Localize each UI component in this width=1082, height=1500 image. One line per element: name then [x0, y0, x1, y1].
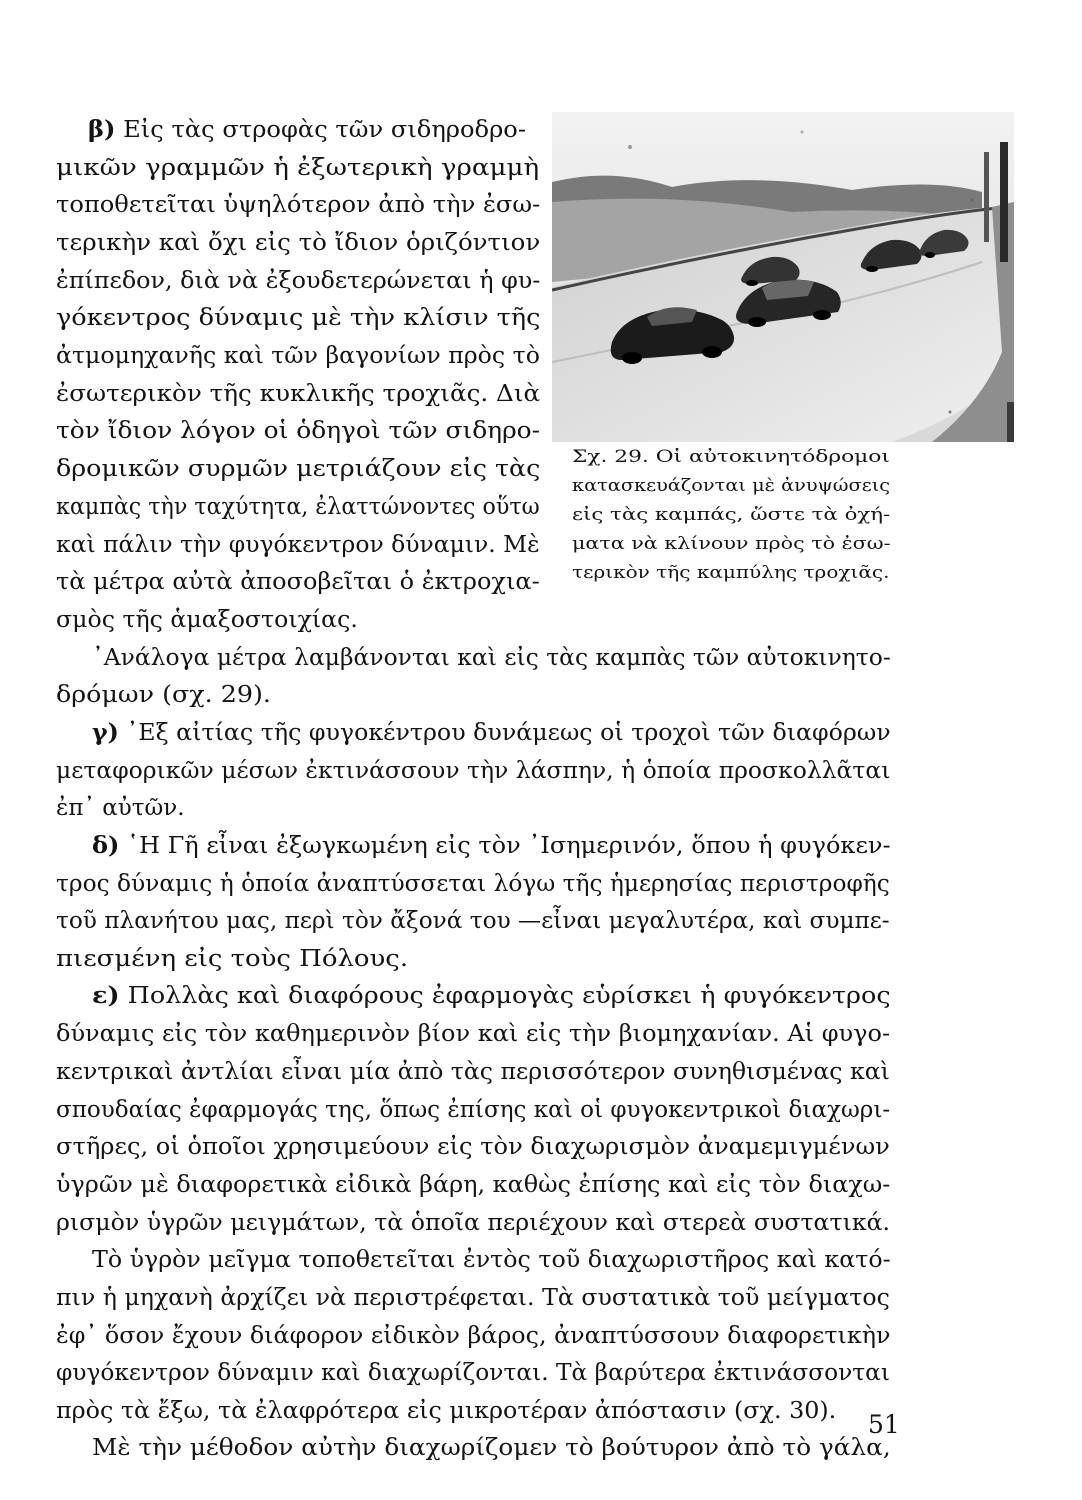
text-line	[56, 529, 540, 561]
line-text: τρος δύναμις ἡ ὁποία ἀναπτύσσεται λόγω τῆς ἡμερησίας περιστροφῆς	[56, 871, 890, 897]
text-line	[56, 679, 271, 711]
item-marker: β)	[88, 116, 116, 143]
text-line	[56, 1169, 890, 1201]
highway-curve-photo	[552, 112, 1014, 442]
line-text: μικῶν γραμμῶν ἡ ἐξωτερικὴ γραμμὴ	[56, 155, 540, 181]
text-line	[56, 415, 540, 447]
line-text: ᾿Εξ αἰτίας τῆς φυγοκέντρου δυνάμεως οἱ τροχοὶ τῶν διαφόρων	[118, 720, 891, 746]
text-line	[56, 302, 540, 334]
line-text: πιεσμένη εἰς τοὺς Πόλους.	[56, 946, 409, 972]
item-marker: δ)	[92, 832, 120, 859]
text-line	[56, 604, 358, 636]
caption-line: ματα νὰ κλίνουν πρὸς τὸ ἐσω-	[572, 534, 891, 554]
line-text: ἀτμομηχανῆς καὶ τῶν βαγονίων πρὸς τὸ	[56, 343, 540, 369]
line-text: γόκεντρος δύναμις μὲ τὴν κλίσιν τῆς	[56, 305, 541, 331]
page-number: 51	[868, 1410, 900, 1439]
line-text: σμὸς τῆς ἁμαξοστοιχίας.	[56, 607, 358, 633]
text-line	[56, 1357, 890, 1389]
line-text: κεντρικαὶ ἀντλίαι εἶναι μία ἀπὸ τὰς περισσότερον συνηθισμένας καὶ	[56, 1059, 890, 1085]
text-line	[56, 566, 540, 598]
text-line	[56, 189, 540, 221]
text-line	[56, 453, 540, 485]
line-text: Εἰς τὰς στροφὰς τῶν σιδηροδρο-	[115, 117, 527, 143]
text-line	[56, 905, 890, 937]
line-text: δρομικῶν συρμῶν μετριάζουν εἰς τὰς	[56, 456, 541, 482]
text-line	[56, 1207, 890, 1239]
line-text: ἐφ᾿ ὅσον ἔχουν διάφορον εἰδικὸν βάρος, ἀναπτύσσουν διαφορετικὴν	[56, 1323, 891, 1349]
line-text: Τὸ ὑγρὸν μεῖγμα τοποθετεῖται ἐντὸς τοῦ διαχωριστῆρος καὶ κατό-	[92, 1247, 891, 1273]
line-text: τοῦ πλανήτου μας, περὶ τὸν ἄξονά του —εἶναι μεγαλυτέρα, καὶ συμπε-	[56, 908, 890, 934]
text-line	[56, 152, 539, 184]
line-text: τὸν ἴδιον λόγον οἱ ὁδηγοὶ τῶν σιδηρο-	[56, 418, 541, 444]
text-line	[92, 642, 891, 674]
line-text: καμπὰς τὴν ταχύτητα, ἐλαττώνοντες οὕτω	[56, 494, 540, 520]
text-line	[56, 227, 540, 259]
text-line	[92, 980, 891, 1012]
text-line	[56, 755, 890, 787]
item-marker: γ)	[92, 719, 119, 746]
line-text: τὰ μέτρα αὐτὰ ἀποσοβεῖται ὁ ἐκτροχια-	[56, 569, 540, 595]
text-line	[56, 1094, 890, 1126]
line-text: ἐπίπεδον, διὰ νὰ ἐξουδετερώνεται ἡ φυ-	[56, 268, 541, 294]
text-line	[92, 717, 891, 749]
caption-line: εἰς τὰς καμπάς, ὥστε τὰ ὀχή-	[572, 505, 891, 525]
text-line	[92, 1432, 891, 1464]
line-text: καὶ πάλιν τὴν φυγόκεντρον δύναμιν. Μὲ	[56, 532, 540, 558]
line-text: πιν ἡ μηχανὴ ἀρχίζει νὰ περιστρέφεται. Τὰ συστατικὰ τοῦ μείγματος	[56, 1285, 890, 1311]
line-text: στῆρες, οἱ ὁποῖοι χρησιμεύουν εἰς τὸν διαχωρισμὸν ἀναμεμιγμένων	[56, 1134, 890, 1160]
line-text: φυγόκεντρον δύναμιν καὶ διαχωρίζονται. Τὰ βαρύτερα ἐκτινάσσονται	[56, 1360, 890, 1386]
line-text: τοποθετεῖται ὑψηλότερον ἀπὸ τὴν ἐσω-	[56, 192, 541, 218]
text-line	[92, 830, 891, 862]
line-text: δύναμις εἰς τὸν καθημερινὸν βίον καὶ εἰς τὴν βιομηχανίαν. Αἱ φυγο-	[56, 1021, 891, 1047]
caption-line: Σχ. 29. Οἱ αὐτοκινητόδρομοι	[572, 447, 890, 467]
text-line	[56, 491, 540, 523]
text-line	[56, 378, 540, 410]
text-line	[56, 792, 185, 824]
line-text: ὑγρῶν μὲ διαφορετικὰ εἰδικὰ βάρη, καθὼς ἐπίσης καὶ εἰς τὸν διαχω-	[56, 1172, 891, 1198]
text-line	[56, 1056, 890, 1088]
line-text: ρισμὸν ὑγρῶν μειγμάτων, τὰ ὁποῖα περιέχουν καὶ στερεὰ συστατικά.	[56, 1210, 891, 1236]
text-line	[56, 1018, 890, 1050]
line-text: ῾Η Γῆ εἶναι ἐξωγκωμένη εἰς τὸν ᾿Ισημερινόν, ὅπου ἡ φυγόκεν-	[119, 833, 891, 859]
text-line	[56, 868, 890, 900]
text-line	[56, 1395, 836, 1427]
line-text: Μὲ τὴν μέθοδον αὐτὴν διαχωρίζομεν τὸ βούτυρον ἀπὸ τὸ γάλα,	[92, 1435, 891, 1461]
caption-line: κατασκευάζονται μὲ ἀνυψώσεις	[572, 476, 891, 496]
text-line	[56, 1131, 890, 1163]
text-line	[56, 943, 408, 975]
text-line	[56, 1282, 890, 1314]
text-line	[92, 1244, 891, 1276]
line-text: σπουδαίας ἐφαρμογάς της, ὅπως ἐπίσης καὶ οἱ φυγοκεντρικοὶ διαχωρι-	[56, 1097, 891, 1123]
text-line	[56, 1320, 890, 1352]
text-line	[88, 114, 526, 146]
line-text: δρόμων (σχ. 29).	[56, 682, 271, 708]
line-text: ᾿Ανάλογα μέτρα λαμβάνονται καὶ εἰς τὰς καμπὰς τῶν αὐτοκινητο-	[92, 645, 891, 671]
line-text: μεταφορικῶν μέσων ἐκτινάσσουν τὴν λάσπην, ἡ ὁποία προσκολλᾶται	[56, 758, 891, 784]
line-text: ἐπ᾿ αὐτῶν.	[56, 795, 185, 821]
line-text: ἐσωτερικὸν τῆς κυκλικῆς τροχιᾶς. Διὰ	[56, 381, 541, 407]
line-text: τερικὴν καὶ ὄχι εἰς τὸ ἴδιον ὁριζόντιον	[56, 230, 541, 256]
text-line	[56, 265, 540, 297]
line-text: Πολλὰς καὶ διαφόρους ἐφαρμογὰς εὑρίσκει ἡ φυγόκεντρος	[119, 983, 891, 1009]
caption-line: τερικὸν τῆς καμπύλης τροχιᾶς.	[572, 563, 890, 583]
line-text: πρὸς τὰ ἔξω, τὰ ἐλαφρότερα εἰς μικροτέραν ἀπόστασιν (σχ. 30).	[56, 1398, 837, 1424]
text-line	[56, 340, 540, 372]
item-marker: ε)	[92, 982, 120, 1009]
